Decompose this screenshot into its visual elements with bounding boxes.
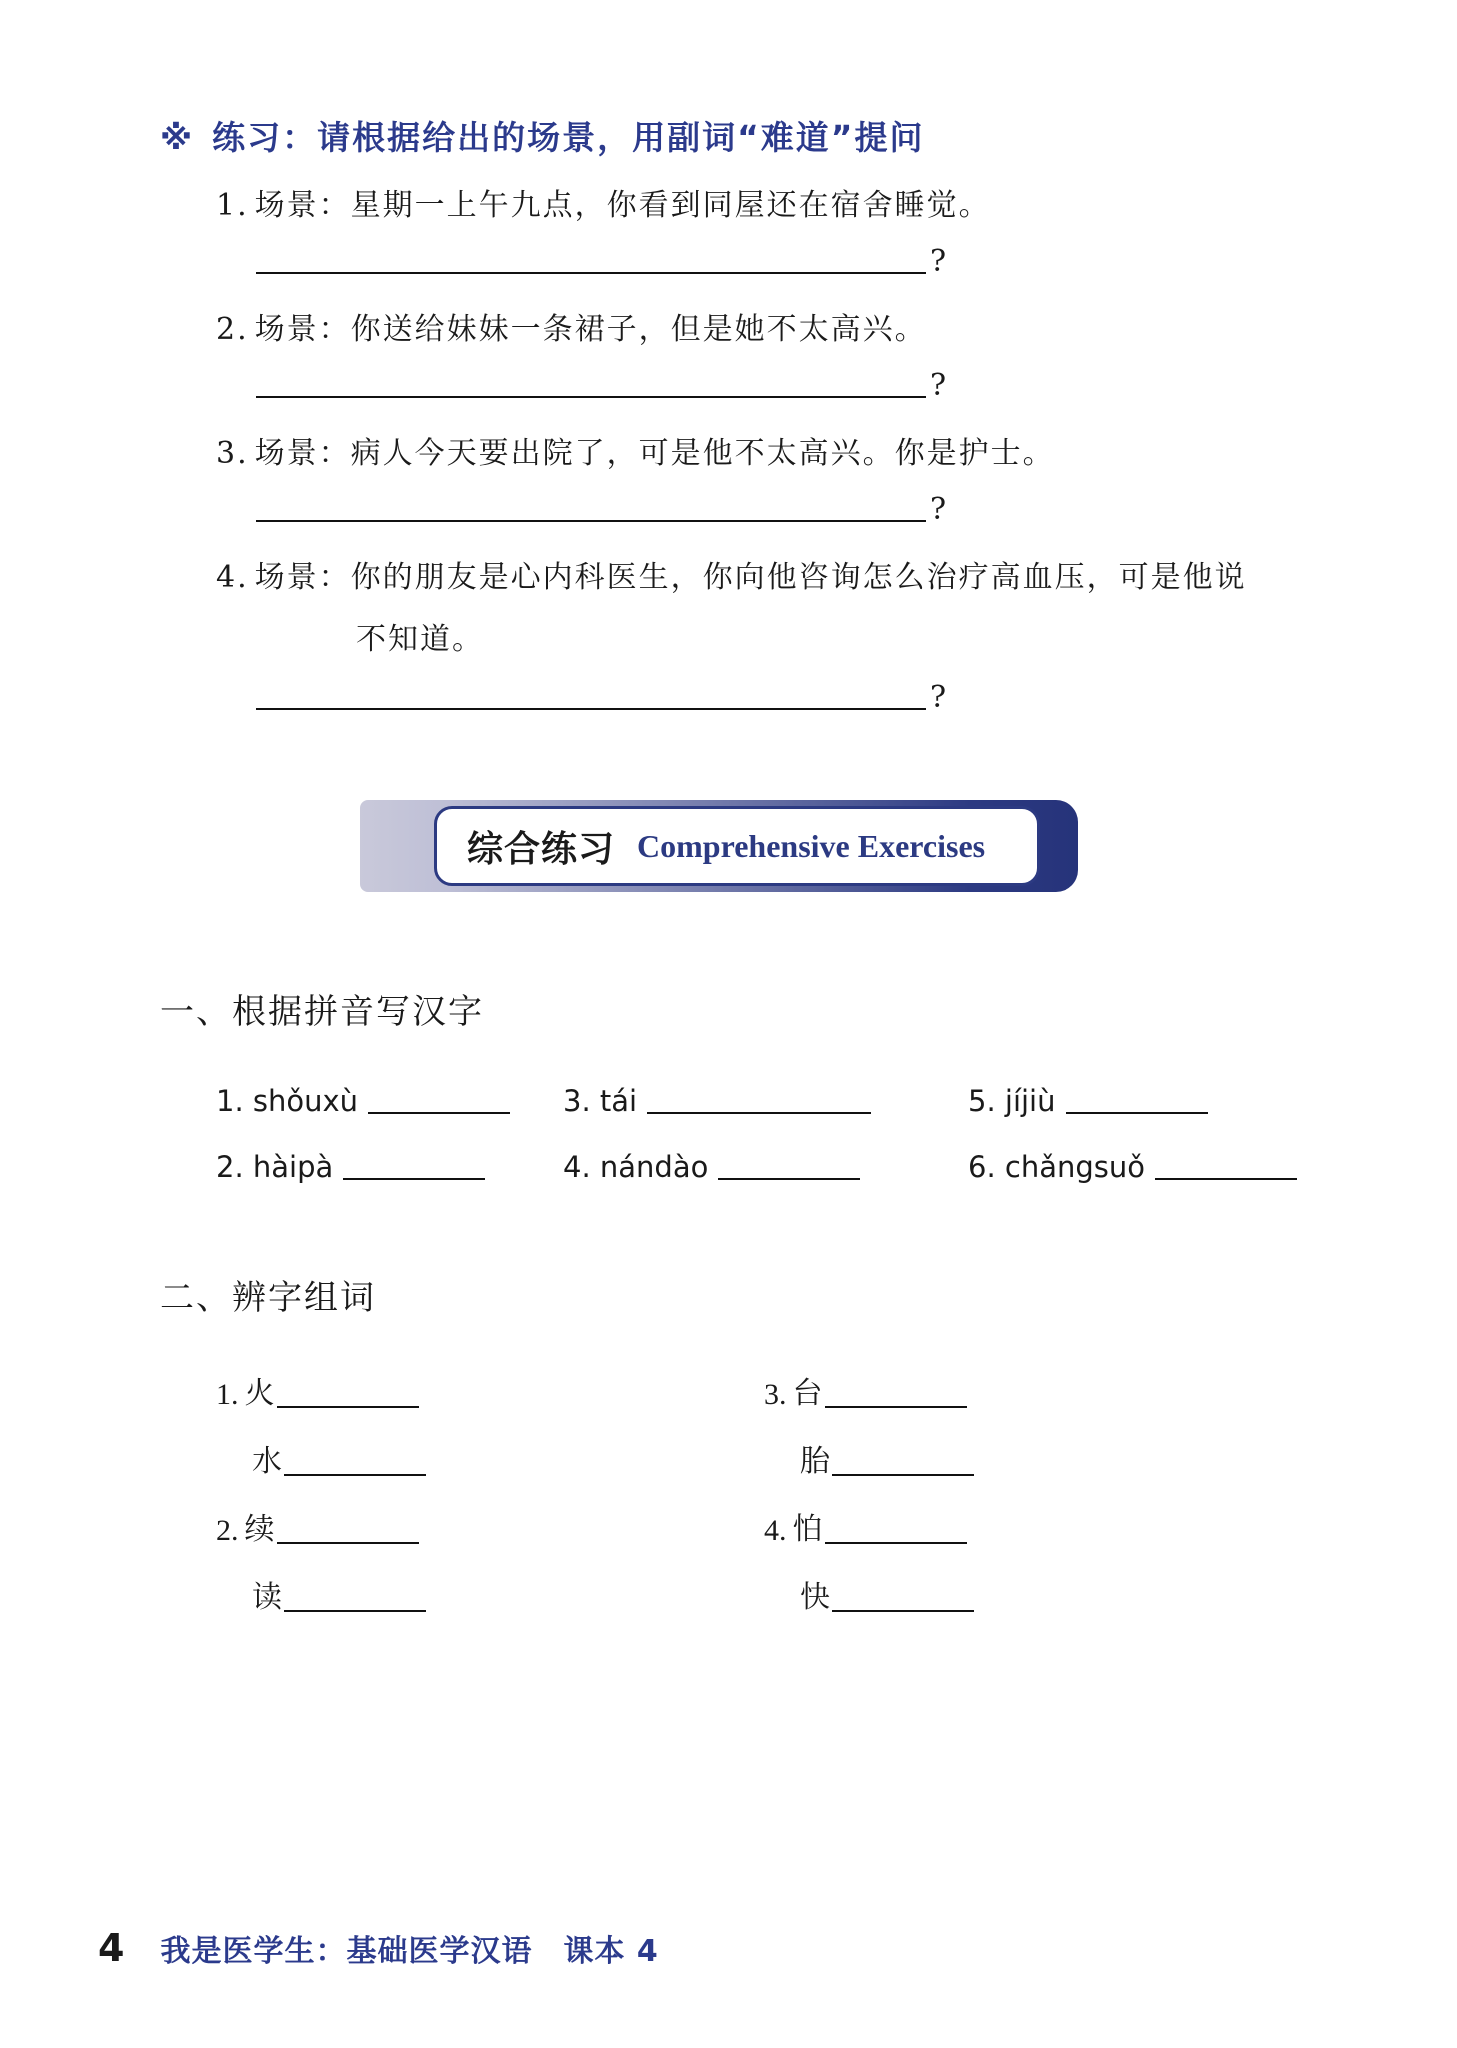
practice-instruction: 练习：请根据给出的场景，用副词“难道”提问 bbox=[212, 118, 925, 157]
answer-blank[interactable] bbox=[647, 1112, 871, 1114]
practice-title bbox=[160, 112, 924, 159]
banner-title-en: Comprehensive Exercises bbox=[637, 827, 986, 864]
scene-item-3: 3. 场景：病人今天要出院了，可是他不太高兴。你是护士。 bbox=[216, 436, 1055, 471]
char-item-1a: 1. 火 bbox=[216, 1368, 419, 1412]
question-mark-3: ? bbox=[930, 492, 947, 527]
answer-line-4[interactable] bbox=[256, 708, 926, 710]
pinyin-item-4: 4. nándào bbox=[563, 1150, 860, 1184]
question-mark-2: ? bbox=[930, 368, 947, 403]
char-item-3a: 3. 台 bbox=[764, 1368, 967, 1412]
answer-line-3[interactable] bbox=[256, 520, 926, 522]
banner-title-zh: 综合练习 bbox=[467, 828, 616, 870]
page-footer bbox=[98, 1926, 659, 1970]
pinyin-item-5: 5. jíjiù bbox=[968, 1084, 1208, 1118]
scene-item-4: 4. 场景：你的朋友是心内科医生，你向他咨询怎么治疗高血压，可是他说 bbox=[216, 560, 1247, 595]
question-mark-4: ? bbox=[930, 680, 947, 715]
answer-blank[interactable] bbox=[343, 1178, 485, 1180]
answer-blank[interactable] bbox=[718, 1178, 860, 1180]
answer-blank[interactable] bbox=[832, 1474, 974, 1476]
pinyin-item-3: 3. tái bbox=[563, 1084, 871, 1118]
char-item-3b: 胎 bbox=[800, 1436, 974, 1480]
answer-blank[interactable] bbox=[277, 1542, 419, 1544]
book-title: 我是医学生：基础医学汉语 课本 4 bbox=[160, 1934, 659, 1969]
answer-blank[interactable] bbox=[832, 1610, 974, 1612]
page-number: 4 bbox=[98, 1926, 125, 1970]
section-banner bbox=[360, 800, 1078, 892]
answer-blank[interactable] bbox=[1066, 1112, 1208, 1114]
answer-blank[interactable] bbox=[277, 1406, 419, 1408]
char-item-2b: 读 bbox=[252, 1572, 426, 1616]
answer-line-2[interactable] bbox=[256, 396, 926, 398]
answer-line-1[interactable] bbox=[256, 272, 926, 274]
scene-item-2: 2. 场景：你送给妹妹一条裙子，但是她不太高兴。 bbox=[216, 312, 927, 347]
reference-mark-icon: ※ bbox=[160, 118, 195, 157]
answer-blank[interactable] bbox=[284, 1474, 426, 1476]
char-item-4a: 4. 怕 bbox=[764, 1504, 967, 1548]
answer-blank[interactable] bbox=[284, 1610, 426, 1612]
pinyin-item-1: 1. shǒuxù bbox=[216, 1084, 510, 1118]
answer-blank[interactable] bbox=[368, 1112, 510, 1114]
char-item-4b: 快 bbox=[800, 1572, 974, 1616]
section2-heading: 二、辨字组词 bbox=[160, 1278, 376, 1318]
question-mark-1: ? bbox=[930, 244, 947, 279]
scene-item-1: 1. 场景：星期一上午九点，你看到同屋还在宿舍睡觉。 bbox=[216, 188, 991, 223]
banner-label-box bbox=[434, 806, 1040, 886]
char-item-1b: 水 bbox=[252, 1436, 426, 1480]
answer-blank[interactable] bbox=[825, 1542, 967, 1544]
pinyin-item-6: 6. chǎngsuǒ bbox=[968, 1150, 1297, 1184]
answer-blank[interactable] bbox=[825, 1406, 967, 1408]
answer-blank[interactable] bbox=[1155, 1178, 1297, 1180]
section1-heading: 一、根据拼音写汉字 bbox=[160, 992, 484, 1032]
scene-item-4-continuation: 不知道。 bbox=[356, 622, 484, 657]
pinyin-item-2: 2. hàipà bbox=[216, 1150, 485, 1184]
char-item-2a: 2. 续 bbox=[216, 1504, 419, 1548]
